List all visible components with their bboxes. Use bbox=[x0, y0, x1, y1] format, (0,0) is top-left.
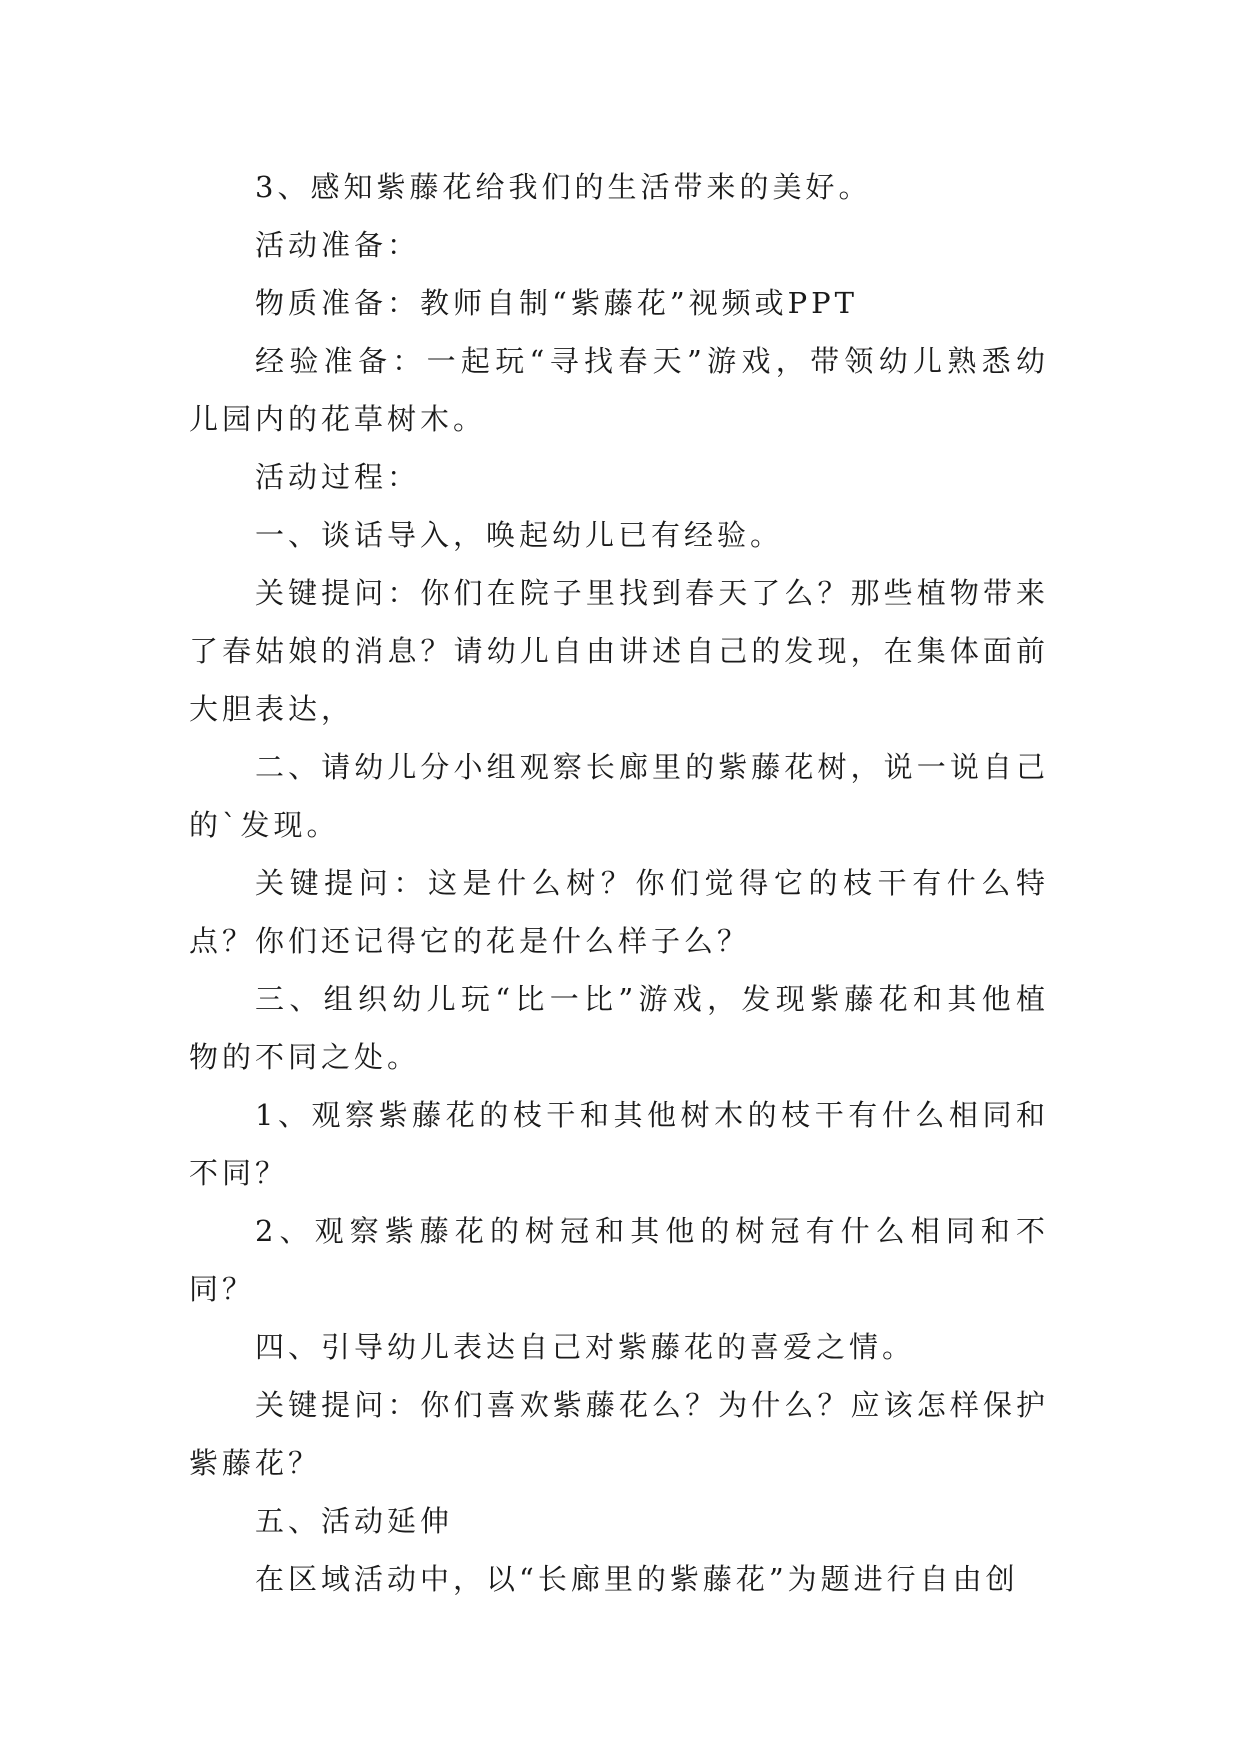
paragraph-key-question-2: 关键提问：这是什么树？你们觉得它的枝干有什么特点？你们还记得它的花是什么样子么？ bbox=[189, 866, 1049, 958]
paragraph-step-4: 四、引导幼儿表达自己对紫藤花的喜爱之情。 bbox=[255, 1330, 916, 1364]
paragraph-extension: 在区域活动中，以“长廊里的紫藤花”为题进行自由创 bbox=[255, 1562, 1019, 1596]
paragraph-preparation-heading: 活动准备： bbox=[255, 228, 421, 262]
paragraph-step-5: 五、活动延伸 bbox=[255, 1504, 454, 1538]
paragraph-step-3-item-2: 2、观察紫藤花的树冠和其他的树冠有什么相同和不同？ bbox=[189, 1214, 1049, 1306]
paragraph-key-question-1: 关键提问：你们在院子里找到春天了么？那些植物带来了春姑娘的消息？请幼儿自由讲述自己的发现，在集体面前大胆表达， bbox=[189, 576, 1049, 726]
paragraph-step-1: 一、谈话导入，唤起幼儿已有经验。 bbox=[255, 518, 784, 552]
paragraph-step-3-item-1: 1、观察紫藤花的枝干和其他树木的枝干有什么相同和不同？ bbox=[189, 1098, 1049, 1190]
paragraph-step-3: 三、组织幼儿玩“比一比”游戏，发现紫藤花和其他植物的不同之处。 bbox=[189, 982, 1049, 1074]
paragraph-key-question-4: 关键提问：你们喜欢紫藤花么？为什么？应该怎样保护紫藤花？ bbox=[189, 1388, 1049, 1480]
paragraph-process-heading: 活动过程： bbox=[255, 460, 421, 494]
paragraph-material-preparation: 物质准备：教师自制“紫藤花”视频或PPT bbox=[255, 286, 859, 320]
document-body bbox=[189, 158, 1049, 1608]
paragraph-goal-3: 3、感知紫藤花给我们的生活带来的美好。 bbox=[255, 170, 872, 204]
paragraph-step-2: 二、请幼儿分小组观察长廊里的紫藤花树，说一说自己的`发现。 bbox=[189, 750, 1049, 842]
paragraph-experience-preparation: 经验准备：一起玩“寻找春天”游戏，带领幼儿熟悉幼儿园内的花草树木。 bbox=[189, 344, 1049, 436]
